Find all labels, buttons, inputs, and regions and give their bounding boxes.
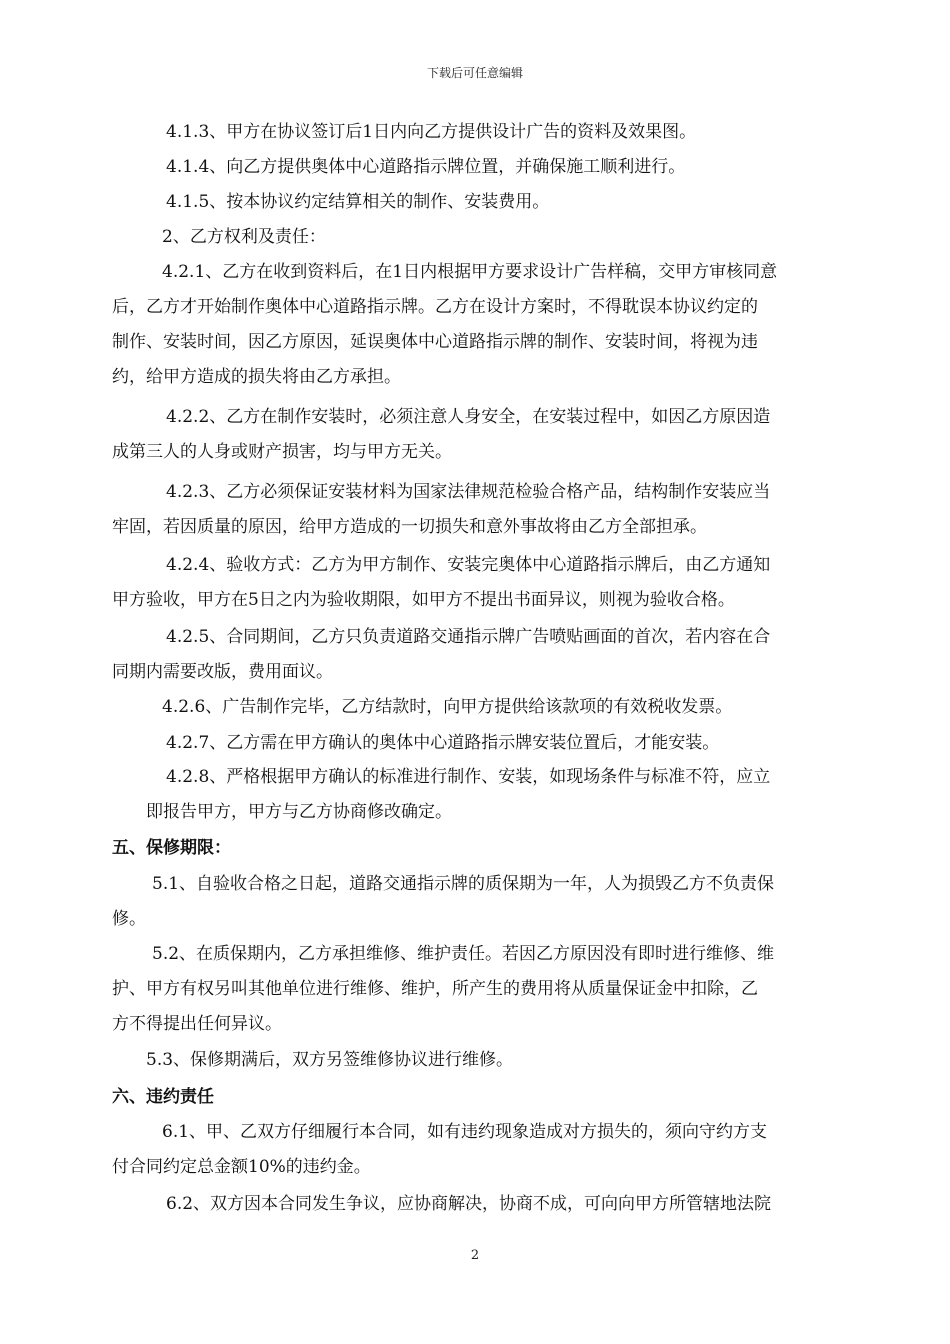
clause-4-2-1-line2: 后，乙方才开始制作奥体中心道路指示牌。乙方在设计方案时，不得耽误本协议约定的 bbox=[112, 297, 758, 317]
clause-5-3: 5.3、保修期满后，双方另签维修协议进行维修。 bbox=[146, 1050, 514, 1070]
page-header: 下载后可任意编辑 bbox=[426, 66, 523, 80]
clause-5-1-line2: 修。 bbox=[112, 909, 146, 929]
clause-4-2-1-line4: 约，给甲方造成的损失将由乙方承担。 bbox=[112, 367, 401, 387]
clause-4-2-1-line3: 制作、安装时间，因乙方原因，延误奥体中心道路指示牌的制作、安装时间，将视为违 bbox=[112, 332, 758, 352]
clause-4-2-5-line1: 4.2.5、合同期间，乙方只负责道路交通指示牌广告喷贴画面的首次，若内容在合 bbox=[166, 627, 771, 647]
clause-4-2-2-line2: 成第三人的人身或财产损害，均与甲方无关。 bbox=[112, 442, 452, 462]
section-party-b-heading: 2、乙方权利及责任： bbox=[162, 227, 326, 247]
clause-4-2-8-line1: 4.2.8、严格根据甲方确认的标准进行制作、安装，如现场条件与标准不符，应立 bbox=[166, 767, 771, 787]
clause-6-1-line1: 6.1、甲、乙双方仔细履行本合同，如有违约现象造成对方损失的，须向守约方支 bbox=[162, 1122, 768, 1142]
clause-4-2-2-line1: 4.2.2、乙方在制作安装时，必须注意人身安全，在安装过程中，如因乙方原因造 bbox=[166, 407, 771, 427]
clause-4-2-3-line2: 牢固，若因质量的原因，给甲方造成的一切损失和意外事故将由乙方全部担承。 bbox=[112, 517, 707, 537]
clause-4-2-4-line1: 4.2.4、验收方式：乙方为甲方制作、安装完奥体中心道路指示牌后，由乙方通知 bbox=[166, 555, 771, 575]
clause-6-1-line2: 付合同约定总金额10%的违约金。 bbox=[112, 1157, 371, 1177]
clause-4-2-8-line2: 即报告甲方，甲方与乙方协商修改确定。 bbox=[146, 802, 452, 822]
section-5-heading: 五、保修期限： bbox=[112, 838, 231, 858]
clause-4-1-4: 4.1.4、向乙方提供奥体中心道路指示牌位置，并确保施工顺利进行。 bbox=[166, 157, 686, 177]
clause-4-2-6: 4.2.6、广告制作完毕，乙方结款时，向甲方提供给该款项的有效税收发票。 bbox=[162, 697, 733, 717]
clause-4-2-4-line2: 甲方验收，甲方在5日之内为验收期限，如甲方不提出书面异议，则视为验收合格。 bbox=[112, 590, 735, 610]
clause-4-2-1-line1: 4.2.1、乙方在收到资料后，在1日内根据甲方要求设计广告样稿，交甲方审核同意 bbox=[162, 262, 778, 282]
clause-5-2-line2: 护、甲方有权另叫其他单位进行维修、维护，所产生的费用将从质量保证金中扣除，乙 bbox=[112, 979, 758, 999]
clause-4-1-3: 4.1.3、甲方在协议签订后1日内向乙方提供设计广告的资料及效果图。 bbox=[166, 122, 697, 142]
clause-4-1-5: 4.1.5、按本协议约定结算相关的制作、安装费用。 bbox=[166, 192, 550, 212]
clause-5-1-line1: 5.1、自验收合格之日起，道路交通指示牌的质保期为一年，人为损毁乙方不负责保 bbox=[152, 874, 775, 894]
clause-4-2-3-line1: 4.2.3、乙方必须保证安装材料为国家法律规范检验合格产品，结构制作安装应当 bbox=[166, 482, 771, 502]
section-6-heading: 六、违约责任 bbox=[112, 1087, 214, 1107]
clause-4-2-7: 4.2.7、乙方需在甲方确认的奥体中心道路指示牌安装位置后，才能安装。 bbox=[166, 733, 720, 753]
clause-4-2-5-line2: 同期内需要改版，费用面议。 bbox=[112, 662, 333, 682]
clause-5-2-line3: 方不得提出任何异议。 bbox=[112, 1014, 282, 1034]
page-number: 2 bbox=[470, 1248, 480, 1263]
clause-5-2-line1: 5.2、在质保期内，乙方承担维修、维护责任。若因乙方原因没有即时进行维修、维 bbox=[152, 944, 775, 964]
clause-6-2-line1: 6.2、双方因本合同发生争议，应协商解决，协商不成，可向向甲方所管辖地法院 bbox=[166, 1194, 772, 1214]
